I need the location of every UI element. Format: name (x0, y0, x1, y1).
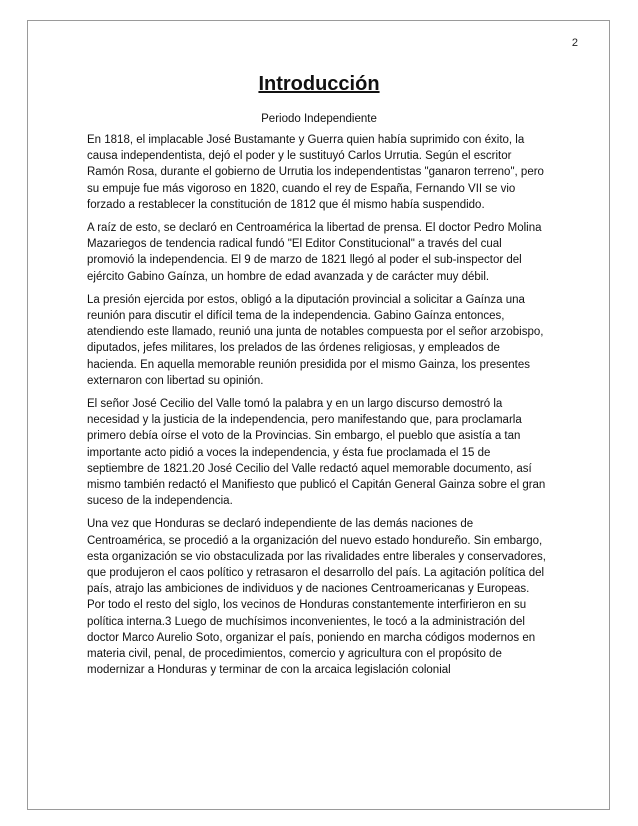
paragraph-1: En 1818, el implacable José Bustamante y Guerra quien había suprimido con éxito, la causa independentista, dejó el poder y le sustituyó Carlos Urrutia. Según el escritor Ramón Rosa, durante el gobierno de Urrutia los independentistas "ganaron terreno", pero su empuje fue más vigoroso en 1820, cuando el rey de España, Fernando VII se vio forzado a restablecer la constitución de 1812 que él mismo había suspendido. (87, 134, 544, 211)
paragraph-5: Una vez que Honduras se declaró independiente de las demás naciones de Centroamérica, se procedió a la organización del nuevo estado hondureño. Sin embargo, esta organización se vio obstaculizada por las rivalidades entre liberales y conservadores, que produjeron el caos político y retrasaron el desarrollo del país. La agitación política del país, atrajo las ambiciones de individuos y de naciones Centroamericanas y Europeas. Por todo el resto del siglo, los vecinos de Honduras constantemente interfirieron en su política interna.3 Luego de muchísimos inconvenientes, le tocó a la administración del doctor Marco Aurelio Soto, organizar el país, poniendo en marcha códigos modernos en materia civil, penal, de procedimientos, comercio y agricultura con el propósito de modernizar a Honduras y terminar de con la arcaica legislación colonial (87, 518, 546, 677)
paragraph-2: A raíz de esto, se declaró en Centroamérica la libertad de prensa. El doctor Pedro Molina Mazariegos de tendencia radical fundó "El Editor Constitucional" a través del cual promovió la independencia. El 9 de marzo de 1821 llegó al poder el sub-inspector del ejército Gabino Gaínza, un hombre de edad avanzada y de carácter muy débil. (87, 222, 542, 283)
body-text (87, 132, 547, 686)
page-title: Introducción (258, 73, 380, 95)
paragraph-3: La presión ejercida por estos, obligó a la diputación provincial a solicitar a Gaínza una reunión para discutir el difícil tema de la independencia. Gabino Gaínza entonces, atendiendo este llamado, reunió una junta de notables compuesta por el señor arzobispo, diputados, jefes militares, los prelados de las órdenes religiosas, y empleados de hacienda. En aquella memorable reunión presidida por el mismo Gainza, los presentes externaron con libertad su opinión. (87, 293, 544, 387)
section-subtitle: Periodo Independiente (261, 113, 377, 125)
page-number: 2 (571, 37, 578, 49)
paragraph-4: El señor José Cecilio del Valle tomó la palabra y en un largo discurso demostró la necesidad y la justicia de la independencia, pero manifestando que, para proclamarla primero debía oírse el voto de la Provincias. Sin embargo, el pueblo que asistía a tan importante acto pidió a voces la independencia, y ésta fue proclamada el 15 de septiembre de 1821.20 José Cecilio del Valle redactó aquel memorable documento, así mismo también redactó el Manifiesto que publicó el Capitán General Gainza sobre el gran suceso de la independencia. (87, 398, 546, 508)
